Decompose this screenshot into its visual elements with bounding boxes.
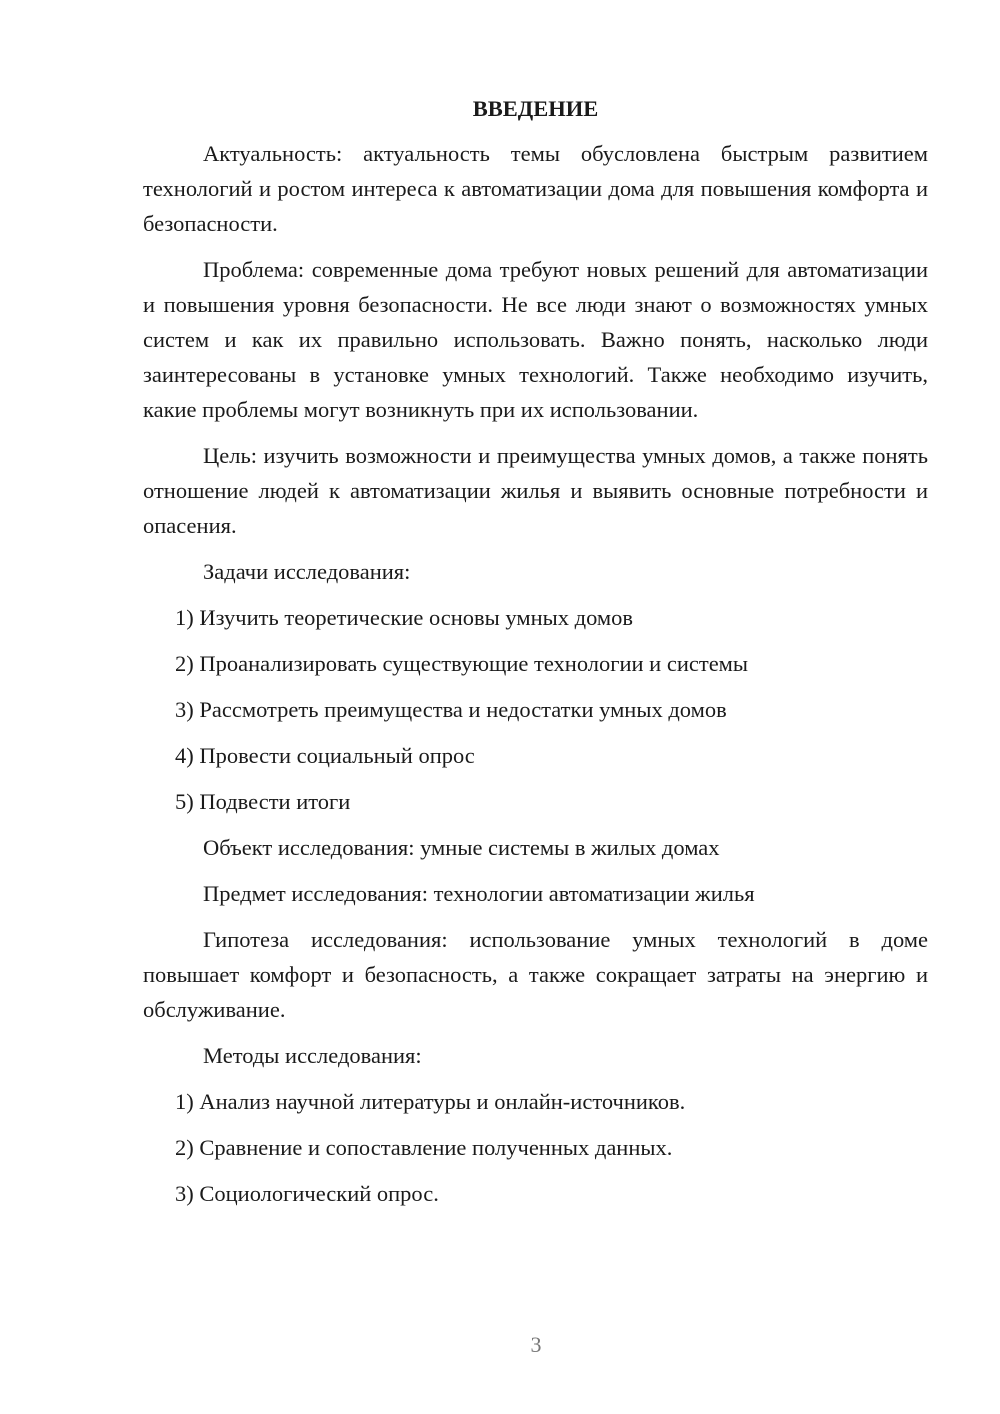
section-title: ВВЕДЕНИЕ bbox=[472, 96, 599, 121]
method-item: 3) Социологический опрос. bbox=[175, 1181, 439, 1206]
task-item: 5) Подвести итоги bbox=[175, 789, 351, 814]
methods-list bbox=[143, 1084, 928, 1211]
goal-paragraph: Цель: изучить возможности и преимущества умных домов, а также понять отношение людей к автоматизации жилья и выявить основные потребности и опасения. bbox=[143, 443, 928, 538]
tasks-list bbox=[143, 600, 928, 819]
task-item: 2) Проанализировать существующие технологии и системы bbox=[175, 651, 749, 676]
method-item: 1) Анализ научной литературы и онлайн-источников. bbox=[175, 1089, 686, 1114]
page-number: 3 bbox=[530, 1332, 542, 1357]
task-item: 4) Провести социальный опрос bbox=[175, 743, 475, 768]
relevance-paragraph: Актуальность: актуальность темы обусловлена быстрым развитием технологий и ростом интереса к автоматизации дома для повышения комфорта и безопасности. bbox=[143, 141, 928, 236]
subject-paragraph: Предмет исследования: технологии автоматизации жилья bbox=[203, 881, 755, 906]
task-item: 1) Изучить теоретические основы умных домов bbox=[175, 605, 634, 630]
methods-heading: Методы исследования: bbox=[203, 1043, 422, 1068]
hypothesis-paragraph: Гипотеза исследования: использование умных технологий в доме повышает комфорт и безопасность, а также сокращает затраты на энергию и обслуживание. bbox=[143, 927, 928, 1022]
task-item: 3) Рассмотреть преимущества и недостатки умных домов bbox=[175, 697, 727, 722]
object-paragraph: Объект исследования: умные системы в жилых домах bbox=[203, 835, 720, 860]
problem-paragraph: Проблема: современные дома требуют новых решений для автоматизации и повышения уровня безопасности. Не все люди знают о возможностях умных систем и как их правильно использовать. Важно понять, насколько люди заинтересованы в установке умных технологий. Также необходимо изучить, какие проблемы могут возникнуть при их использовании. bbox=[143, 257, 928, 422]
page-content bbox=[143, 91, 928, 1222]
method-item: 2) Сравнение и сопоставление полученных данных. bbox=[175, 1135, 673, 1160]
tasks-heading: Задачи исследования: bbox=[203, 559, 411, 584]
